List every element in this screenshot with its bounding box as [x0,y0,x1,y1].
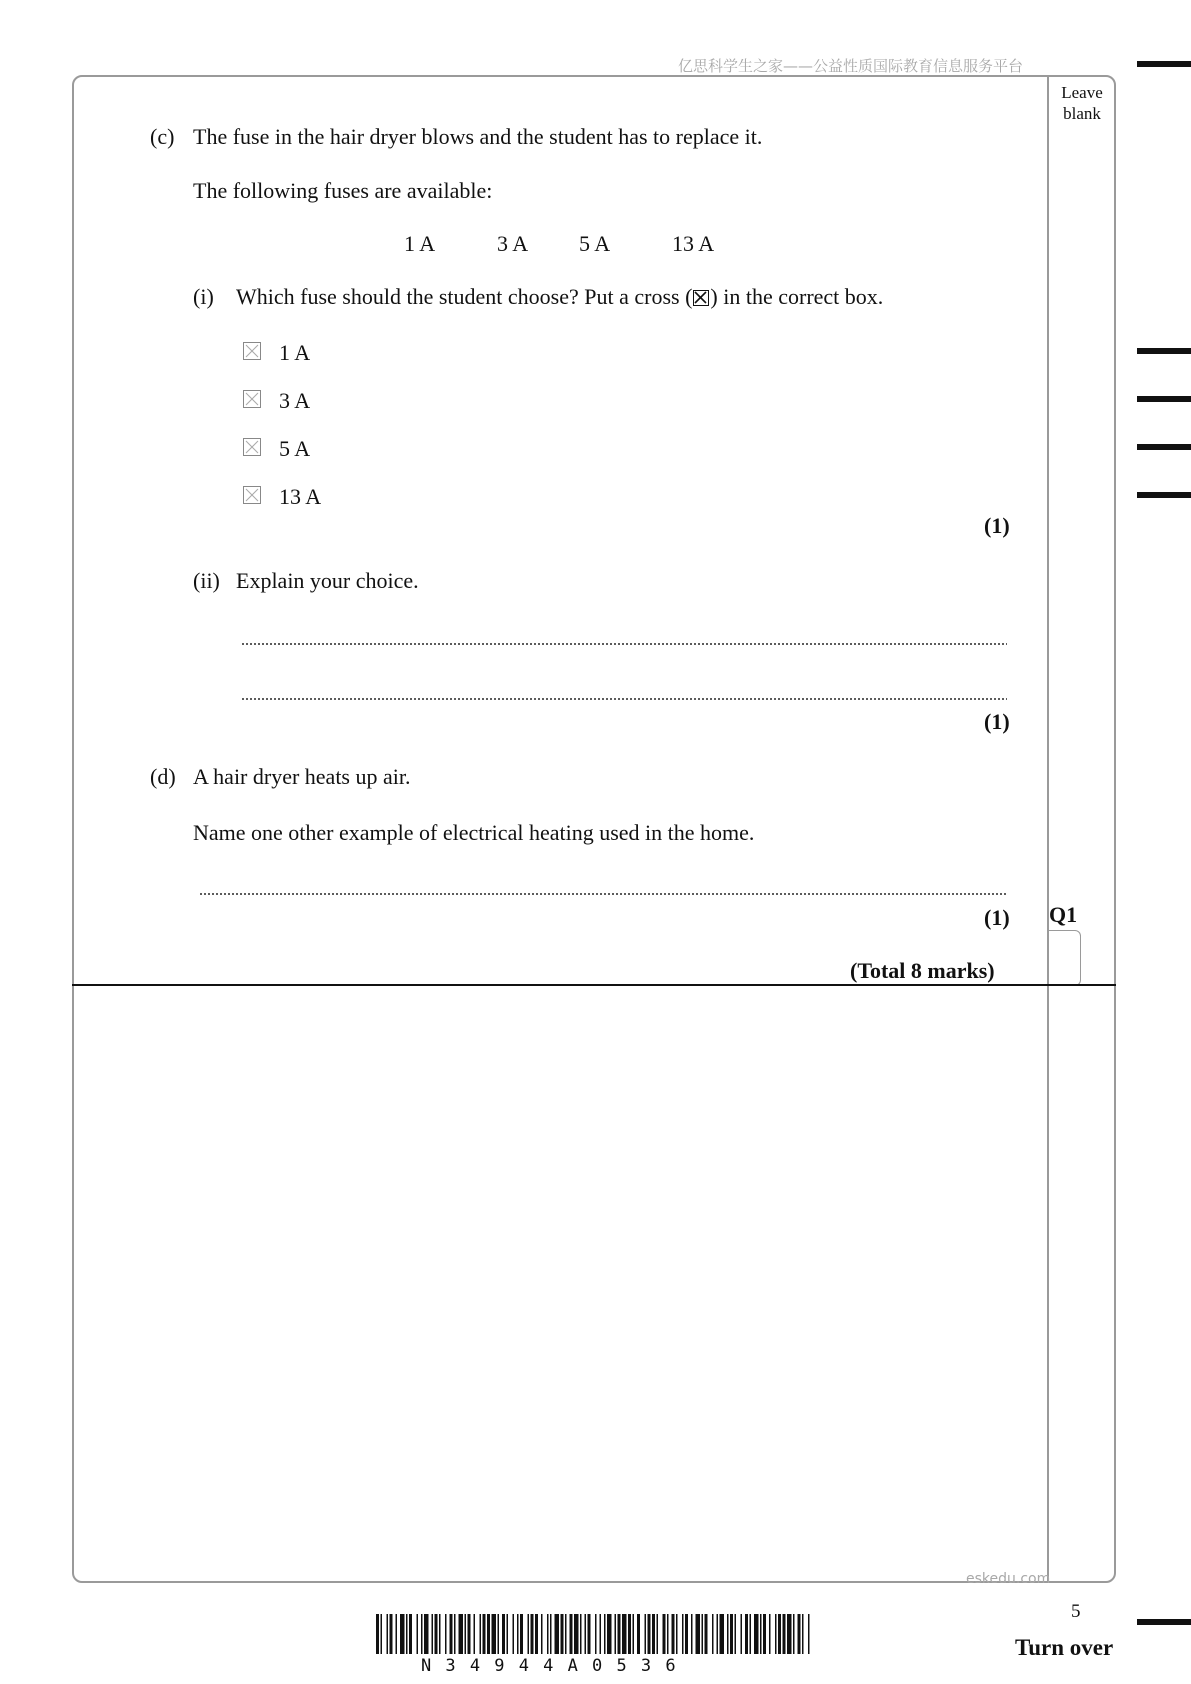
barcode-bar [798,1614,801,1654]
edge-mark [1137,492,1191,498]
answer-checkbox-5a[interactable] [243,438,261,456]
answer-line[interactable] [241,698,1007,700]
barcode-bar [720,1614,725,1654]
leave-blank-line-1: Leave [1061,83,1103,102]
barcode-bar [696,1614,701,1654]
barcode-bar [672,1614,675,1654]
barcode-bar [409,1614,412,1654]
barcode-bar [555,1614,560,1654]
barcode-bar [676,1614,678,1654]
barcode-bar [727,1614,729,1654]
barcode-bar [417,1614,419,1654]
barcode-bar [454,1614,456,1654]
barcode-bar [615,1614,617,1654]
checkbox-cross-icon [244,343,260,359]
barcode-bar [775,1614,777,1654]
part-d-label: (d) [150,764,176,789]
cross-box-icon [693,290,709,306]
barcode-bar [685,1614,688,1654]
page-number: 5 [1071,1601,1081,1622]
barcode-bar [574,1614,579,1654]
barcode-bar [750,1614,752,1654]
barcode-bar [682,1614,684,1654]
barcode-bar [376,1614,379,1654]
answer-checkbox-13a[interactable] [243,486,261,504]
barcode-bar [459,1614,464,1654]
turn-over-label: Turn over [1015,1635,1114,1660]
barcode-bar [754,1614,759,1654]
fuses-intro: The following fuses are available: [193,178,493,203]
edge-mark [1137,396,1191,402]
barcode-bar [657,1614,659,1654]
header-watermark: 亿思科学生之家——公益性质国际教育信息服务平台 [678,57,1024,75]
barcode-bar [507,1614,509,1654]
option-label: 5 A [279,436,311,461]
leave-blank-line-2: blank [1063,104,1101,123]
barcode-bar [406,1614,408,1654]
examiner-marks-box [1047,930,1081,986]
barcode-bar [783,1614,786,1654]
question-number-label: Q1 [1049,902,1078,927]
barcode-bar [787,1614,792,1654]
barcode-bar [730,1614,733,1654]
barcode-bar [513,1614,515,1654]
sub-ii-question: Explain your choice. [236,568,419,593]
barcode-bar [492,1614,497,1654]
barcode-bar [778,1614,781,1654]
barcode-bar [502,1614,505,1654]
barcode-bar [541,1614,543,1654]
barcode-bar [396,1614,398,1654]
option-label: 1 A [279,340,311,365]
barcode-bar [535,1614,538,1654]
barcode-bar [450,1614,453,1654]
barcode-bar [390,1614,393,1654]
barcode-bar [480,1614,482,1654]
barcode-bar [498,1614,500,1654]
sub-i-text-after: ) in the correct box. [710,284,884,309]
barcode-bar [745,1614,748,1654]
fuse-rating: 5 A [579,231,611,256]
part-d-statement: A hair dryer heats up air. [193,764,411,789]
checkbox-cross-icon [244,439,260,455]
barcode-bar [705,1614,708,1654]
answer-checkbox-1a[interactable] [243,342,261,360]
option-label: 3 A [279,388,311,413]
barcode-bar [468,1614,471,1654]
barcode-bar [633,1614,635,1654]
part-c-question: The fuse in the hair dryer blows and the student has to replace it. [193,124,763,149]
mark-allocation: (1) [984,513,1010,538]
barcode-bar [717,1614,719,1654]
answer-line[interactable] [241,643,1007,645]
barcode-bar [517,1614,519,1654]
barcode-bar [652,1614,655,1654]
barcode-bar [622,1614,627,1654]
barcode-bar [400,1614,405,1654]
barcode-bar [424,1614,429,1654]
barcode-bar [808,1614,810,1654]
barcode-bar [645,1614,647,1654]
barcode-bar [585,1614,587,1654]
sub-i-text-before: Which fuse should the student choose? Put a cross ( [236,284,693,309]
barcode-bar [802,1614,804,1654]
fuse-rating: 1 A [404,231,436,256]
sub-ii-label: (ii) [193,568,220,593]
barcode-bar [531,1614,534,1654]
sub-i-question [236,286,883,308]
barcode-bar [465,1614,467,1654]
question-end-rule [72,984,1116,986]
part-d-prompt: Name one other example of electrical heating used in the home. [193,820,755,845]
barcode-bar [565,1614,567,1654]
barcode-bar [381,1614,383,1654]
barcode-bar [595,1614,597,1654]
answer-checkbox-3a[interactable] [243,390,261,408]
barcode-bar [520,1614,523,1654]
barcode-bar [712,1614,714,1654]
barcode-bar [648,1614,651,1654]
mark-allocation: (1) [984,905,1010,930]
barcode-bar [769,1614,771,1654]
barcode-bar [528,1614,530,1654]
footer-watermark: eskedu.com [966,1571,1051,1587]
barcode-bar [628,1614,631,1654]
edge-mark [1137,348,1191,354]
barcode-bar [702,1614,704,1654]
barcode-bar [760,1614,762,1654]
option-label: 13 A [279,484,322,509]
barcode-bar [735,1614,737,1654]
edge-mark [1137,444,1191,450]
checkbox-cross-icon [244,487,260,503]
leave-blank-column-divider [1047,76,1049,1582]
barcode-bar [435,1614,438,1654]
mark-allocation: (1) [984,709,1010,734]
barcode-bar [445,1614,447,1654]
barcode-bar [741,1614,743,1654]
barcode-bar [432,1614,434,1654]
fuse-rating: 13 A [672,231,715,256]
barcode-bar [663,1614,666,1654]
checkbox-cross-icon [244,391,260,407]
barcode-bar [483,1614,486,1654]
barcode-bar [667,1614,669,1654]
barcode-bar [618,1614,621,1654]
barcode-bar [561,1614,564,1654]
barcode [376,1614,810,1654]
barcode-bar [580,1614,582,1654]
barcode-bar [793,1614,795,1654]
barcode-bar [387,1614,389,1654]
total-marks: (Total 8 marks) [850,958,995,983]
edge-mark [1137,61,1191,67]
barcode-digits: N34944A0536 [421,1656,690,1676]
barcode-bar [600,1614,602,1654]
fuse-rating: 3 A [497,231,529,256]
barcode-bar [763,1614,766,1654]
barcode-bar [550,1614,552,1654]
barcode-bar [637,1614,640,1654]
sub-i-label: (i) [193,284,214,309]
edge-mark [1137,1619,1191,1625]
barcode-bar [547,1614,549,1654]
barcode-bar [487,1614,490,1654]
barcode-bar [421,1614,423,1654]
barcode-bar [607,1614,612,1654]
barcode-bar [588,1614,591,1654]
barcode-bar [474,1614,476,1654]
leave-blank-label [1049,82,1115,124]
part-c-label: (c) [150,124,175,149]
barcode-bar [604,1614,606,1654]
answer-line[interactable] [199,893,1007,895]
barcode-bar [570,1614,573,1654]
barcode-bar [439,1614,441,1654]
barcode-bar [691,1614,693,1654]
